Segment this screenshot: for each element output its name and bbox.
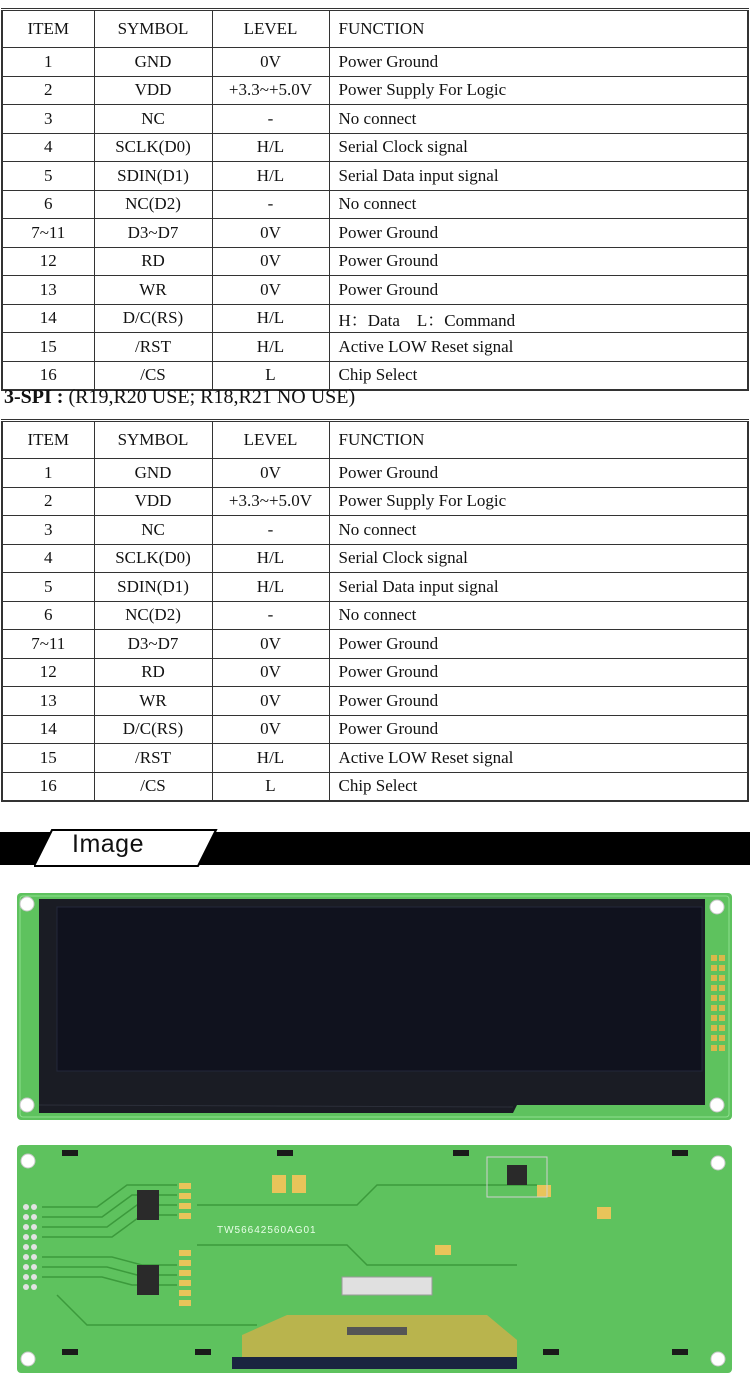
cell-function: H：Data L：Command [329, 304, 748, 333]
table-row [2, 687, 748, 716]
table-row [2, 573, 748, 602]
cell-item: 1 [2, 48, 94, 77]
cell-function: Power Supply For Logic [329, 76, 748, 105]
cell-function: Serial Clock signal [329, 544, 748, 573]
cell-level: H/L [212, 573, 329, 602]
cell-item: 3 [2, 516, 94, 545]
cell-level: 0V [212, 219, 329, 248]
table-row [2, 133, 748, 162]
cell-symbol: D3~D7 [94, 630, 212, 659]
cell-level: +3.3~+5.0V [212, 76, 329, 105]
table-row [2, 76, 748, 105]
cell-symbol: SCLK(D0) [94, 133, 212, 162]
cell-level: L [212, 361, 329, 390]
cell-function: No connect [329, 601, 748, 630]
table-row [2, 247, 748, 276]
table-row [2, 630, 748, 659]
cell-symbol: VDD [94, 487, 212, 516]
table-row [2, 601, 748, 630]
cell-item: 6 [2, 601, 94, 630]
cell-item: 4 [2, 544, 94, 573]
cell-function: Serial Data input signal [329, 162, 748, 191]
table-header-row [2, 10, 748, 48]
cell-symbol: D/C(RS) [94, 304, 212, 333]
cell-function: Power Ground [329, 687, 748, 716]
cell-level: 0V [212, 48, 329, 77]
cell-symbol: RD [94, 658, 212, 687]
table-row [2, 772, 748, 801]
cell-function: Power Ground [329, 219, 748, 248]
cell-level: H/L [212, 544, 329, 573]
cell-function: No connect [329, 190, 748, 219]
cell-item: 16 [2, 772, 94, 801]
cell-item: 12 [2, 658, 94, 687]
header-symbol: SYMBOL [94, 421, 212, 459]
cell-level: H/L [212, 304, 329, 333]
cell-symbol: NC [94, 105, 212, 134]
cell-symbol: SDIN(D1) [94, 573, 212, 602]
cell-level: 0V [212, 247, 329, 276]
cell-function: Serial Data input signal [329, 573, 748, 602]
cell-item: 13 [2, 276, 94, 305]
cell-item: 4 [2, 133, 94, 162]
cell-level: L [212, 772, 329, 801]
cell-symbol: GND [94, 459, 212, 488]
cell-symbol: NC [94, 516, 212, 545]
spi-heading [4, 386, 355, 409]
cell-symbol: WR [94, 687, 212, 716]
cell-level: 0V [212, 658, 329, 687]
cell-level: 0V [212, 276, 329, 305]
pcb-silkscreen-label: TW56642560AG01 [217, 1225, 317, 1236]
table-row [2, 487, 748, 516]
table-row [2, 190, 748, 219]
header-function: FUNCTION [329, 10, 748, 48]
oled-module-back-photo [17, 1145, 732, 1373]
cell-level: 0V [212, 687, 329, 716]
table-row [2, 304, 748, 333]
cell-function: No connect [329, 105, 748, 134]
spi-heading-note: (R19,R20 USE; R18,R21 NO USE) [63, 386, 356, 408]
cell-symbol: WR [94, 276, 212, 305]
oled-module-front-photo [17, 893, 732, 1120]
spi-heading-bold: 3-SPI : [4, 386, 64, 408]
table-row [2, 516, 748, 545]
table-row [2, 48, 748, 77]
cell-level: H/L [212, 133, 329, 162]
table-row [2, 219, 748, 248]
cell-symbol: VDD [94, 76, 212, 105]
header-symbol: SYMBOL [94, 10, 212, 48]
header-item: ITEM [2, 10, 94, 48]
table-row [2, 333, 748, 362]
header-level: LEVEL [212, 10, 329, 48]
cell-item: 2 [2, 76, 94, 105]
cell-item: 15 [2, 333, 94, 362]
cell-function: Active LOW Reset signal [329, 744, 748, 773]
cell-symbol: RD [94, 247, 212, 276]
cell-item: 14 [2, 715, 94, 744]
cell-item: 5 [2, 573, 94, 602]
cell-function: Power Ground [329, 658, 748, 687]
cell-item: 14 [2, 304, 94, 333]
cell-level: H/L [212, 744, 329, 773]
cell-symbol: D3~D7 [94, 219, 212, 248]
header-level: LEVEL [212, 421, 329, 459]
cell-item: 15 [2, 744, 94, 773]
cell-symbol: D/C(RS) [94, 715, 212, 744]
header-function: FUNCTION [329, 421, 748, 459]
cell-symbol: /CS [94, 361, 212, 390]
cell-item: 3 [2, 105, 94, 134]
table-header-row [2, 421, 748, 459]
cell-function: Power Supply For Logic [329, 487, 748, 516]
cell-level: H/L [212, 162, 329, 191]
cell-function: No connect [329, 516, 748, 545]
cell-level: - [212, 601, 329, 630]
cell-level: 0V [212, 459, 329, 488]
cell-level: - [212, 105, 329, 134]
cell-item: 2 [2, 487, 94, 516]
cell-level: - [212, 190, 329, 219]
table-row [2, 162, 748, 191]
cell-item: 5 [2, 162, 94, 191]
section-title: Image [72, 830, 144, 858]
cell-symbol: SDIN(D1) [94, 162, 212, 191]
cell-level: H/L [212, 333, 329, 362]
cell-function: Power Ground [329, 247, 748, 276]
cell-function: Power Ground [329, 276, 748, 305]
table-row [2, 459, 748, 488]
cell-item: 7~11 [2, 630, 94, 659]
table-row [2, 715, 748, 744]
cell-function: Power Ground [329, 715, 748, 744]
table-row [2, 544, 748, 573]
cell-function: Chip Select [329, 772, 748, 801]
cell-level: +3.3~+5.0V [212, 487, 329, 516]
cell-symbol: /RST [94, 744, 212, 773]
cell-item: 1 [2, 459, 94, 488]
cell-function: Power Ground [329, 48, 748, 77]
cell-function: Power Ground [329, 630, 748, 659]
cell-symbol: /RST [94, 333, 212, 362]
cell-function: Serial Clock signal [329, 133, 748, 162]
header-item: ITEM [2, 421, 94, 459]
cell-level: 0V [212, 630, 329, 659]
pin-table-3spi [1, 419, 749, 802]
cell-symbol: /CS [94, 772, 212, 801]
cell-item: 7~11 [2, 219, 94, 248]
cell-item: 12 [2, 247, 94, 276]
cell-symbol: GND [94, 48, 212, 77]
cell-item: 16 [2, 361, 94, 390]
table-row [2, 276, 748, 305]
cell-level: 0V [212, 715, 329, 744]
cell-function: Active LOW Reset signal [329, 333, 748, 362]
table-row [2, 658, 748, 687]
pin-table-parallel [1, 8, 749, 391]
cell-item: 6 [2, 190, 94, 219]
cell-symbol: SCLK(D0) [94, 544, 212, 573]
cell-symbol: NC(D2) [94, 601, 212, 630]
cell-level: - [212, 516, 329, 545]
cell-symbol: NC(D2) [94, 190, 212, 219]
cell-function: Power Ground [329, 459, 748, 488]
cell-item: 13 [2, 687, 94, 716]
cell-function: Chip Select [329, 361, 748, 390]
table-row [2, 744, 748, 773]
table-row [2, 105, 748, 134]
